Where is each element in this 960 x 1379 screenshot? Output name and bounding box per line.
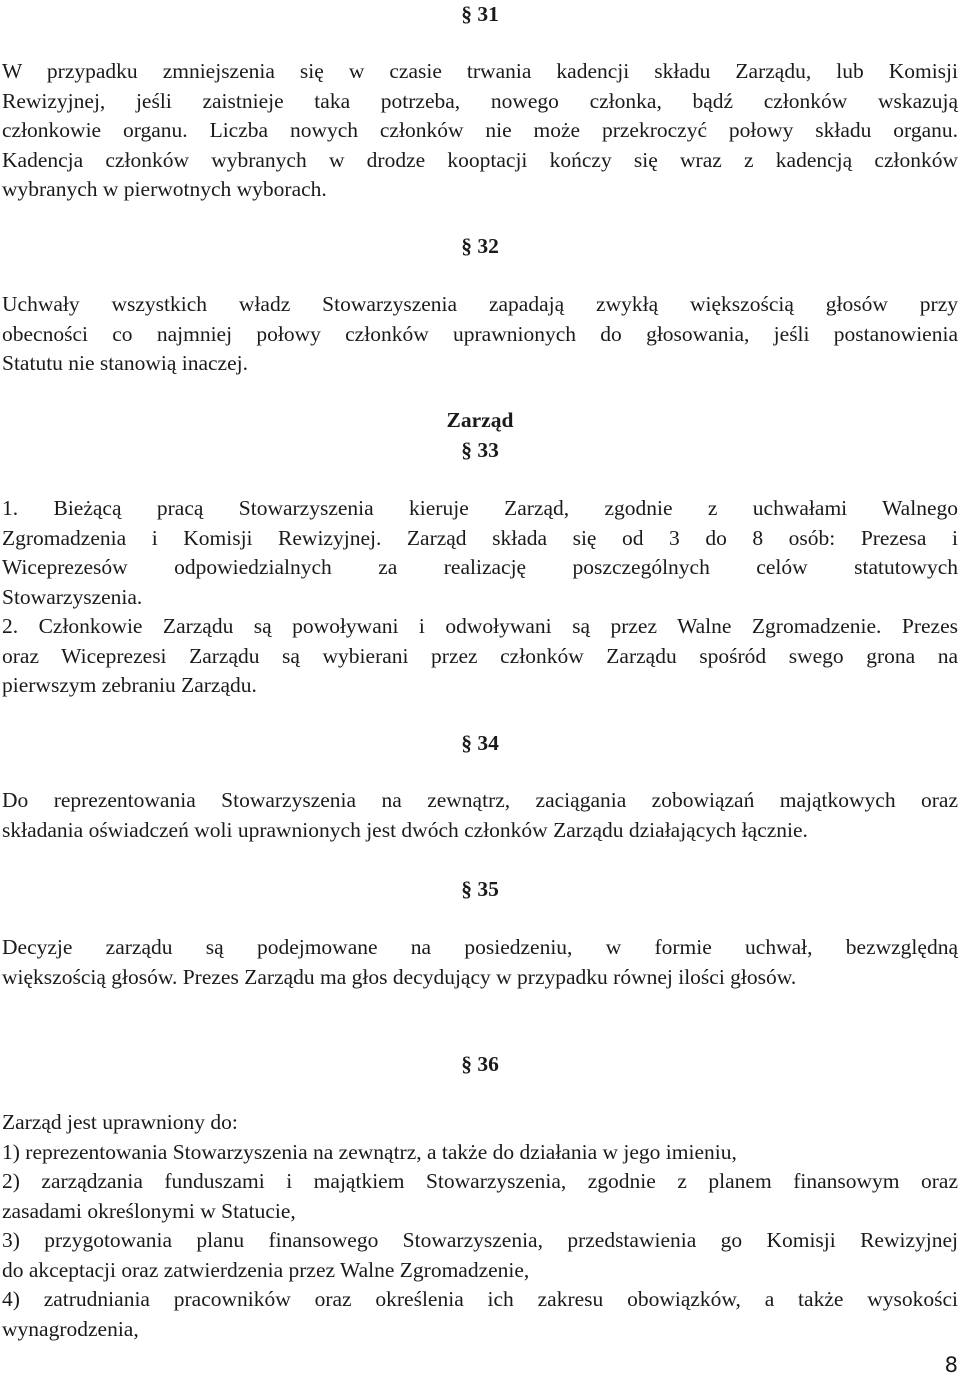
section-31-body [2, 57, 958, 205]
section-31-heading: § 31 [461, 2, 499, 26]
section-34-line: Do reprezentowania Stowarzyszenia na zewnątrz, zaciągania zobowiązań majątkowych oraz [2, 788, 958, 812]
section-35-line: Decyzje zarządu są podejmowane na posiedzeniu, w formie uchwał, bezwzględną [2, 935, 958, 959]
section-36-line: do akceptacji oraz zatwierdzenia przez Walne Zgromadzenie, [2, 1257, 530, 1282]
section-35-body [2, 933, 958, 992]
section-31-line: Kadencja członków wybranych w drodze kooptacji kończy się wraz z kadencją członków [2, 147, 958, 172]
section-33-line: Stowarzyszenia. [2, 584, 143, 609]
section-31-line: Rewizyjnej, jeśli zaistnieje taka potrzeba, nowego członka, bądź członków wskazują [2, 88, 958, 113]
section-33-line: oraz Wiceprezesi Zarządu są wybierani przez członków Zarządu spośród swego grona na [2, 643, 958, 668]
section-33-line: 1. Bieżącą pracą Stowarzyszenia kieruje Zarząd, zgodnie z uchwałami Walnego [2, 496, 958, 520]
section-32-body [2, 290, 958, 379]
section-33-line: Zgromadzenia i Komisji Rewizyjnej. Zarząd składa się od 3 do 8 osób: Prezesa i [2, 525, 958, 550]
page-number: 8 [944, 1353, 958, 1377]
section-36-line: zasadami określonymi w Statucie, [2, 1198, 296, 1223]
section-34-body [2, 786, 958, 845]
section-34-heading: § 34 [461, 731, 499, 755]
section-32-line: Statutu nie stanowią inaczej. [2, 351, 248, 375]
section-36-line: 4) zatrudniania pracowników oraz określenia ich zakresu obowiązków, a także wysokości [2, 1287, 958, 1311]
section-31-line: członkowie organu. Liczba nowych członków nie może przekroczyć połowy składu organu. [2, 118, 958, 142]
section-33-line: pierwszym zebraniu Zarządu. [2, 673, 257, 697]
section-33-line: Wiceprezesów odpowiedzialnych za realizację poszczególnych celów statutowych [2, 555, 958, 579]
section-35-heading: § 35 [461, 877, 499, 901]
section-32-line: Uchwały wszystkich władz Stowarzyszenia zapadają zwykłą większością głosów przy [2, 292, 958, 316]
section-33-body [2, 494, 958, 701]
section-36-line: 3) przygotowania planu finansowego Stowarzyszenia, przedstawienia go Komisji Rewizyjnej [2, 1228, 958, 1252]
section-31-line: W przypadku zmniejszenia się w czasie trwania kadencji składu Zarządu, lub Komisji [2, 59, 958, 83]
section-36-line: Zarząd jest uprawniony do: [2, 1110, 238, 1134]
section-33-line: 2. Członkowie Zarządu są powoływani i odwoływani są przez Walne Zgromadzenie. Prezes [2, 614, 958, 638]
section-32-line: obecności co najmniej połowy członków uprawnionych do głosowania, jeśli postanowienia [2, 321, 958, 346]
section-34-line: składania oświadczeń woli uprawnionych jest dwóch członków Zarządu działających łącznie. [2, 817, 808, 842]
section-31-line: wybranych w pierwotnych wyborach. [2, 177, 327, 201]
section-35-line: większością głosów. Prezes Zarządu ma głos decydujący w przypadku równej ilości głosów. [2, 964, 797, 989]
section-36-line: 2) zarządzania funduszami i majątkiem Stowarzyszenia, zgodnie z planem finansowym oraz [2, 1169, 958, 1193]
chapter-title-zarzad: Zarząd [446, 408, 514, 432]
section-36-line: 1) reprezentowania Stowarzyszenia na zewnątrz, a także do działania w jego imieniu, [2, 1139, 737, 1164]
section-32-heading: § 32 [461, 234, 499, 258]
section-33-heading: § 33 [461, 438, 499, 462]
section-36-body [2, 1108, 958, 1344]
section-36-heading: § 36 [461, 1052, 499, 1076]
section-36-line: wynagrodzenia, [2, 1316, 139, 1341]
